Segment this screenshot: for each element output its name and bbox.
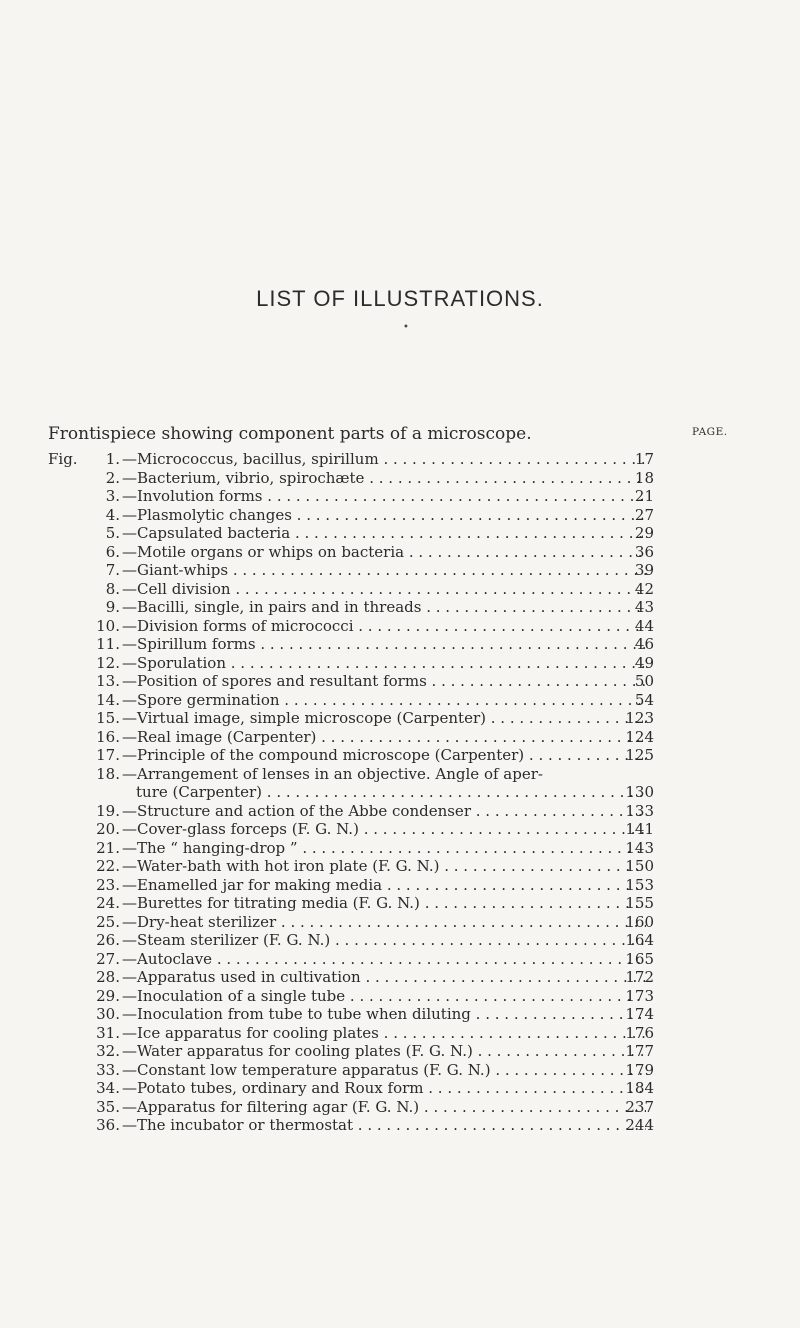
- list-item: [0, 802, 800, 821]
- list-item: [0, 1005, 800, 1024]
- page-number: 155: [625, 894, 654, 912]
- figure-title: —Constant low temperature apparatus (F. G. N.) . . .: [122, 1061, 646, 1080]
- figure-number: 15.: [96, 709, 120, 727]
- list-item: [0, 931, 800, 950]
- figure-number: 22.: [96, 857, 120, 875]
- page-number: 36: [634, 542, 654, 561]
- figure-title: —Steam sterilizer (F. G. N.) . . .: [122, 931, 646, 950]
- figure-title: —The incubator or thermostat . . .: [122, 1116, 646, 1135]
- figure-title: —Spore germination . . .: [122, 691, 646, 710]
- list-item: [0, 876, 800, 895]
- page-number: 177: [625, 1042, 654, 1060]
- list-item: [0, 709, 800, 728]
- list-item: [0, 487, 800, 506]
- list-item: [0, 820, 800, 839]
- figure-number: 7.: [105, 561, 120, 579]
- list-item: [0, 765, 800, 784]
- figure-number: 18.: [96, 764, 120, 783]
- figure-number: 16.: [96, 727, 120, 746]
- figure-number: 10.: [96, 616, 120, 635]
- page-number: 172: [625, 968, 654, 986]
- figure-title: —Water-bath with hot iron plate (F. G. N.) . . .: [122, 857, 646, 876]
- figure-number: 4.: [105, 505, 120, 524]
- figure-title: —Burettes for titrating media (F. G. N.) . . .: [122, 894, 646, 913]
- figure-title: —Cell division . . .: [122, 580, 646, 599]
- figure-number: 31.: [96, 1023, 120, 1042]
- figure-number: 14.: [96, 690, 120, 709]
- page-number: 49: [634, 653, 654, 672]
- list-item: [0, 857, 800, 876]
- list-item: [0, 654, 800, 673]
- figure-number: 9.: [105, 598, 120, 616]
- figure-number: 28.: [96, 968, 120, 986]
- list-item: [0, 1061, 800, 1080]
- page-number: 39: [634, 561, 654, 579]
- page-number: 43: [634, 598, 654, 616]
- list-item: [0, 987, 800, 1006]
- page-number: 237: [625, 1097, 654, 1116]
- figure-number: 23.: [96, 875, 120, 894]
- list-item: [0, 561, 800, 580]
- page-number: 124: [625, 727, 654, 746]
- figure-title: —Autoclave . . .: [122, 950, 646, 969]
- figure-title: —Bacterium, vibrio, spirochæte . . .: [122, 469, 646, 488]
- figure-title: —Position of spores and resultant forms . . .: [122, 672, 646, 691]
- figure-number: 25.: [96, 912, 120, 931]
- list-item: [0, 783, 800, 802]
- figure-title: —Real image (Carpenter) . . .: [122, 728, 646, 747]
- list-item: [0, 1042, 800, 1061]
- figure-title: —Bacilli, single, in pairs and in threads . . .: [122, 598, 646, 617]
- ornament-mark: •: [403, 322, 409, 333]
- figure-title: —The “ hanging-drop ” . . .: [122, 839, 646, 858]
- page-number: 125: [625, 746, 654, 764]
- figure-title: —Spirillum forms . . .: [122, 635, 646, 654]
- page-number: 123: [625, 709, 654, 727]
- figure-number: 21.: [96, 838, 120, 857]
- figure-number: 29.: [96, 986, 120, 1005]
- figure-number: 32.: [96, 1042, 120, 1060]
- illustrations-list: [0, 450, 800, 1135]
- figure-number: 33.: [96, 1060, 120, 1079]
- figure-title: —Structure and action of the Abbe condenser . . .: [122, 802, 646, 821]
- figure-title: —Micrococcus, bacillus, spirillum . . .: [122, 450, 646, 469]
- figure-number: 1.: [105, 450, 120, 468]
- figure-number: 13.: [96, 672, 120, 690]
- page-number: 27: [634, 505, 654, 524]
- list-item: [0, 672, 800, 691]
- page-title: LIST OF ILLUSTRATIONS.: [256, 286, 544, 311]
- figure-number: 26.: [96, 931, 120, 949]
- figure-title: —Division forms of micrococci . . .: [122, 617, 646, 636]
- list-item: [0, 1024, 800, 1043]
- page-number: 179: [625, 1060, 654, 1079]
- page-number: 130: [625, 783, 654, 801]
- list-item: [0, 1116, 800, 1135]
- figure-title: ture (Carpenter) . . .: [136, 783, 646, 802]
- figure-title: —Potato tubes, ordinary and Roux form . . .: [122, 1079, 646, 1098]
- figure-title: —Capsulated bacteria . . .: [122, 524, 646, 543]
- figure-number: 5.: [105, 524, 120, 542]
- figure-title: —Arrangement of lenses in an objective. Angle of aper-: [122, 764, 543, 783]
- figure-title: —Principle of the compound microscope (Carpenter) . . .: [122, 746, 646, 765]
- figure-title: —Plasmolytic changes . . .: [122, 506, 646, 525]
- figure-number: 3.: [105, 487, 120, 505]
- list-item: [0, 1079, 800, 1098]
- figure-number: 6.: [105, 542, 120, 561]
- figure-number: 27.: [96, 949, 120, 968]
- figure-number: 19.: [96, 801, 120, 820]
- page-number: 141: [625, 820, 654, 838]
- page-number: 184: [625, 1079, 654, 1097]
- figure-number: 12.: [96, 653, 120, 672]
- figure-number: 35.: [96, 1097, 120, 1116]
- page-number: 153: [625, 875, 654, 894]
- figure-number: 20.: [96, 820, 120, 838]
- list-item: [0, 598, 800, 617]
- page-number: 46: [634, 635, 654, 653]
- figure-title: —Sporulation . . .: [122, 654, 646, 673]
- page-number: 133: [625, 801, 654, 820]
- page-number: 42: [634, 579, 654, 598]
- list-item: [0, 839, 800, 858]
- list-item: [0, 543, 800, 562]
- figure-title: —Inoculation of a single tube . . .: [122, 987, 646, 1006]
- page-number: 174: [625, 1005, 654, 1023]
- page-number: 164: [625, 931, 654, 949]
- frontispiece-line: Frontispiece showing component parts of a microscope.: [48, 424, 532, 444]
- figure-title: —Cover-glass forceps (F. G. N.) . . .: [122, 820, 646, 839]
- figure-title: —Apparatus used in cultivation . . .: [122, 968, 646, 987]
- page-number: 18: [634, 468, 654, 487]
- page-number: 54: [634, 690, 654, 709]
- figure-number: 17.: [96, 746, 120, 764]
- list-item: [0, 469, 800, 488]
- figure-title: —Ice apparatus for cooling plates . . .: [122, 1024, 646, 1043]
- list-item: [0, 913, 800, 932]
- figure-number: 30.: [96, 1005, 120, 1023]
- figure-number: 2.: [105, 468, 120, 487]
- list-item: [0, 746, 800, 765]
- list-item: [0, 894, 800, 913]
- list-item: [0, 617, 800, 636]
- figure-title: —Water apparatus for cooling plates (F. G. N.) . . .: [122, 1042, 646, 1061]
- fig-label: Fig.: [48, 450, 78, 468]
- page-number: 50: [634, 672, 654, 690]
- figure-title: —Dry-heat sterilizer . . .: [122, 913, 646, 932]
- list-item: [0, 524, 800, 543]
- page-number: 173: [625, 986, 654, 1005]
- figure-number: 8.: [105, 579, 120, 598]
- page-number: 143: [625, 838, 654, 857]
- page-number: 17: [634, 450, 654, 468]
- figure-title: —Inoculation from tube to tube when diluting . . .: [122, 1005, 646, 1024]
- figure-title: —Involution forms . . .: [122, 487, 646, 506]
- figure-title: —Giant-whips . . .: [122, 561, 646, 580]
- figure-title: —Motile organs or whips on bacteria . . .: [122, 543, 646, 562]
- list-item: [0, 635, 800, 654]
- list-item: [0, 691, 800, 710]
- list-item: [0, 968, 800, 987]
- page-column-header: PAGE.: [692, 426, 728, 438]
- list-item: [0, 728, 800, 747]
- page-number: 160: [625, 912, 654, 931]
- page-number: 44: [634, 616, 654, 635]
- figure-title: —Virtual image, simple microscope (Carpenter) . . .: [122, 709, 646, 728]
- page-number: 21: [634, 487, 654, 505]
- list-item: [0, 950, 800, 969]
- figure-title: —Enamelled jar for making media . . .: [122, 876, 646, 895]
- page-number: 176: [625, 1023, 654, 1042]
- figure-title: —Apparatus for filtering agar (F. G. N.) . . .: [122, 1098, 646, 1117]
- figure-number: 34.: [96, 1079, 120, 1097]
- page-number: 150: [625, 857, 654, 875]
- list-item: [0, 450, 800, 469]
- figure-number: 24.: [96, 894, 120, 912]
- page-number: 244: [625, 1116, 654, 1134]
- page-number: 165: [625, 949, 654, 968]
- figure-number: 11.: [96, 635, 120, 653]
- list-item: [0, 580, 800, 599]
- list-item: [0, 506, 800, 525]
- figure-number: 36.: [96, 1116, 120, 1134]
- list-item: [0, 1098, 800, 1117]
- page-number: 29: [634, 524, 654, 542]
